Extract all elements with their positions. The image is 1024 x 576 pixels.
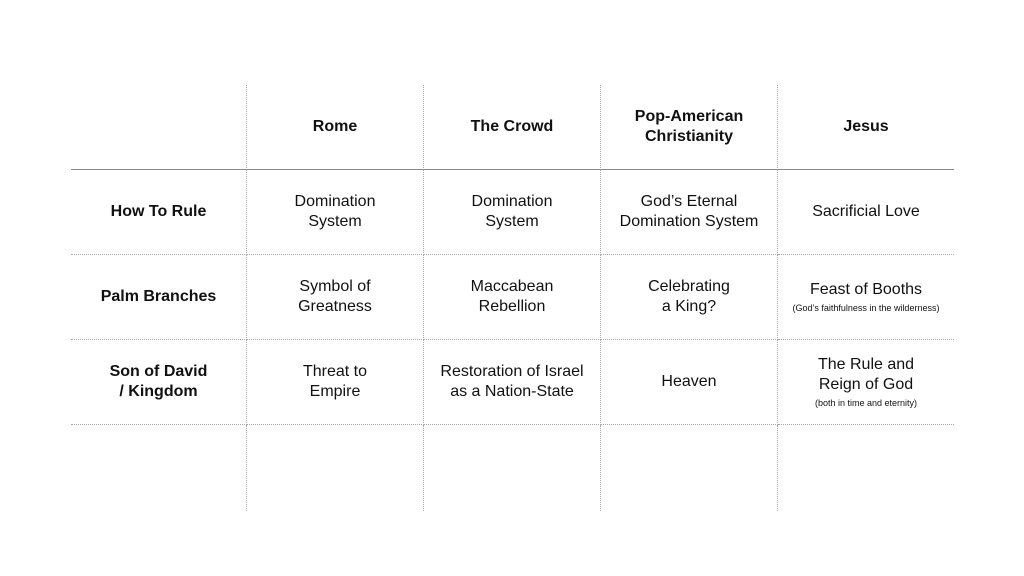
empty-cell	[601, 425, 778, 511]
row-header-label: How To Rule	[110, 203, 207, 220]
cell-text: Symbol of	[299, 278, 371, 295]
row-header-label: / Kingdom	[119, 383, 198, 400]
cell-text: Domination	[294, 193, 376, 210]
table-cell	[601, 340, 778, 425]
column-header-jesus	[778, 85, 954, 170]
column-header-pop-american-christianity	[601, 85, 778, 170]
cell-text: Threat to	[302, 363, 368, 380]
row-header-son-of-david-kingdom	[71, 340, 247, 425]
table-cell	[247, 255, 424, 340]
cell-note: (both in time and eternity)	[814, 398, 918, 408]
empty-row-header	[71, 425, 247, 511]
table-cell	[424, 255, 601, 340]
table-cell	[778, 255, 954, 340]
empty-cell	[424, 425, 601, 511]
cell-text: Domination	[471, 193, 553, 210]
empty-cell	[778, 425, 954, 511]
table-cell	[424, 170, 601, 255]
table-cell	[778, 340, 954, 425]
table-cell	[424, 340, 601, 425]
cell-text: The Rule and	[817, 356, 915, 373]
row-header-how-to-rule	[71, 170, 247, 255]
column-header-rome	[247, 85, 424, 170]
table-cell	[601, 255, 778, 340]
cell-text: Empire	[309, 383, 361, 400]
cell-text: as a Nation-State	[450, 383, 574, 400]
cell-text: Sacrificial Love	[812, 203, 920, 220]
cell-text: a King?	[661, 298, 717, 315]
column-header-label: Rome	[312, 118, 358, 135]
cell-text: Reign of God	[818, 376, 914, 393]
cell-text: System	[308, 213, 362, 230]
row-header-label: Palm Branches	[100, 288, 217, 305]
column-header-label: Jesus	[843, 118, 889, 135]
cell-text: Domination System	[619, 213, 759, 230]
cell-text: Maccabean	[470, 278, 554, 295]
cell-text: Feast of Booths	[809, 281, 923, 298]
table-cell	[601, 170, 778, 255]
column-header-label: The Crowd	[470, 118, 554, 135]
row-header-label: Son of David	[109, 363, 208, 380]
cell-note: (God’s faithfulness in the wilderness)	[792, 303, 940, 313]
table-cell	[247, 340, 424, 425]
column-header-label: Pop-American	[634, 108, 744, 125]
table-cell	[247, 170, 424, 255]
column-header-label: Christianity	[644, 128, 733, 145]
empty-cell	[247, 425, 424, 511]
header-corner-cell	[71, 85, 247, 170]
comparison-table	[71, 85, 954, 511]
cell-text: God’s Eternal	[640, 193, 738, 210]
cell-text: System	[485, 213, 539, 230]
cell-text: Restoration of Israel	[440, 363, 584, 380]
cell-text: Greatness	[298, 298, 372, 315]
column-header-the-crowd	[424, 85, 601, 170]
cell-text: Celebrating	[648, 278, 730, 295]
cell-text: Rebellion	[478, 298, 546, 315]
cell-text: Heaven	[661, 373, 717, 390]
row-header-palm-branches	[71, 255, 247, 340]
table-cell	[778, 170, 954, 255]
